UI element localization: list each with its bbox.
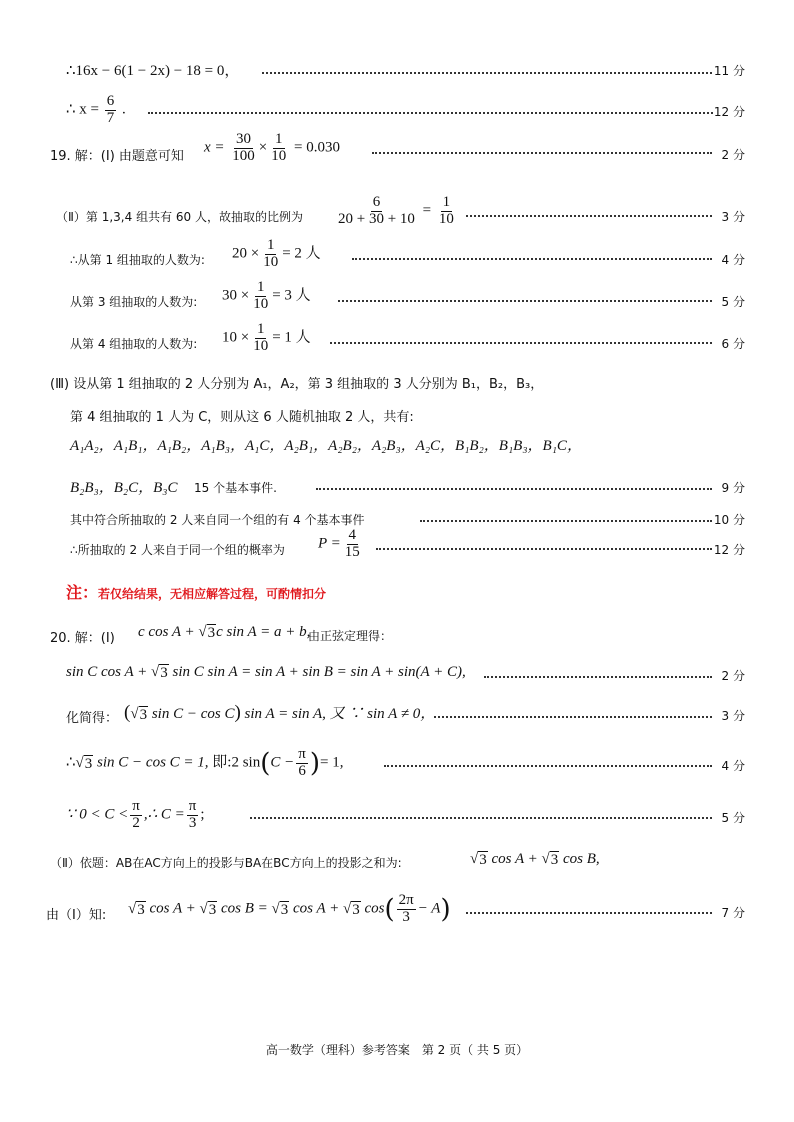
expr-prefix: 10 ×	[222, 329, 250, 346]
denominator: 100	[232, 147, 255, 164]
equation	[334, 195, 458, 228]
expr-mid: ,∴ C =	[143, 806, 185, 823]
equation	[232, 238, 321, 271]
expr-suffix: .	[122, 101, 126, 118]
denominator: 10	[253, 337, 269, 354]
paren-close: )	[234, 702, 241, 723]
score: 5 分	[721, 811, 745, 825]
note-body: 若仅给结果，无相应解答过程，可酌情扣分	[98, 587, 327, 601]
dot-leader	[148, 112, 713, 114]
dot-leader	[372, 152, 712, 154]
expr-b: cos B,	[562, 851, 600, 867]
dot-leader	[466, 912, 712, 914]
expr-prefix: P =	[318, 535, 341, 552]
equation	[470, 851, 600, 869]
equation	[66, 799, 205, 832]
score: 7 分	[721, 906, 745, 920]
expr-variable: x =	[204, 139, 225, 156]
sqrt: √ 3	[130, 706, 148, 723]
q19-event-list: A₁A₂，A₁B₁，A₁B₂，A₁B₃，A₁C，A₂B₁，A₂B₂，A₂B₃，A₂C，B₁B₂，B₁B₃，B₁C，	[70, 438, 582, 454]
equation	[222, 280, 311, 313]
q19-group3	[0, 280, 794, 320]
equation	[318, 528, 364, 561]
fraction	[105, 94, 117, 127]
expr-prefix: 30 ×	[222, 287, 250, 304]
times-sign: ×	[258, 139, 268, 156]
denominator: 7	[106, 109, 115, 126]
fraction	[130, 799, 142, 832]
expr-b: sin C sin A = sin A + sin B = sin A + sin(A + C),	[172, 664, 466, 680]
expr-a: cos A +	[491, 851, 538, 867]
score: 4 分	[721, 759, 745, 773]
fraction	[397, 893, 416, 926]
q20-step5	[0, 797, 794, 839]
question-label: （Ⅱ）依题：AB在AC方向上的投影与BA在BC方向上的投影之和为:	[50, 856, 402, 870]
fraction	[251, 280, 270, 313]
equation	[66, 94, 126, 127]
score: 10 分	[713, 513, 745, 527]
q20-step4	[0, 745, 794, 787]
score: 6 分	[721, 337, 745, 351]
question-label: 19. 解：(Ⅰ) 由题意可知	[50, 149, 184, 164]
sqrt: √ 3	[198, 624, 216, 641]
expr-d: cos	[364, 900, 385, 917]
denominator: 3	[402, 908, 410, 925]
q19-part3-intro: (Ⅲ) 设从第 1 组抽取的 2 人分别为 A₁，A₂，第 3 组抽取的 3 人分别为 B₁，B₂，B₃，	[50, 377, 544, 392]
expr-suffix: = 1 人	[272, 329, 311, 346]
denominator: 2	[132, 814, 140, 831]
score: 5 分	[721, 295, 745, 309]
q20-part2	[0, 848, 794, 878]
equation	[138, 624, 310, 642]
numerator: 1	[256, 321, 265, 337]
event-count: 15 个基本事件.	[194, 481, 277, 495]
dot-leader	[330, 342, 712, 344]
score: 3 分	[721, 210, 745, 224]
text: 由正弦定理得：	[308, 629, 393, 643]
expr-result: = 0.030	[294, 139, 340, 156]
question-label: 20. 解：(Ⅰ)	[50, 631, 115, 646]
dot-leader	[352, 258, 712, 260]
q20-step2	[0, 660, 794, 690]
dot-leader	[420, 520, 712, 522]
denominator: 10	[271, 147, 287, 164]
q19-probability	[0, 528, 794, 568]
numerator: π	[298, 746, 306, 762]
numerator: 2π	[398, 892, 414, 908]
score: 2 分	[721, 669, 745, 683]
equation	[204, 132, 340, 165]
fraction	[336, 195, 417, 228]
numerator: 1	[275, 131, 283, 147]
paren-open: (	[384, 894, 395, 925]
numerator: 1	[256, 279, 265, 295]
denominator: 3	[188, 814, 197, 831]
denominator: 10	[263, 253, 279, 270]
dot-leader	[434, 716, 712, 718]
expr-a: cos A +	[149, 900, 196, 917]
radicand: 3	[479, 852, 487, 868]
question-label: ∴所抽取的 2 人来自于同一个组的概率为	[70, 543, 285, 557]
denominator: 15	[344, 543, 360, 560]
fraction	[261, 238, 280, 271]
q19-part3-line2: 第 4 组抽取的 1 人为 C，则从这 6 人随机抽取 2 人，共有:	[70, 410, 414, 425]
expr-post: ;	[200, 806, 205, 823]
dot-leader	[484, 676, 712, 678]
radicand: 3	[160, 665, 168, 681]
fraction	[187, 799, 199, 832]
question-label: 从第 4 组抽取的人数为:	[70, 337, 198, 351]
denominator: 20 + 30 + 10	[338, 210, 415, 227]
radicand: 3	[139, 707, 148, 723]
page-footer: 高一数学（理科）参考答案 第 2 页（ 共 5 页）	[265, 1043, 529, 1057]
equation	[124, 702, 435, 724]
fraction	[437, 195, 456, 228]
event-list-tail: B₂B₃，B₂C，B₃C	[70, 480, 178, 496]
expr-a: c cos A +	[138, 624, 195, 640]
dot-leader	[262, 72, 712, 74]
sqrt: √ 3	[342, 900, 360, 918]
score: 11 分	[713, 64, 745, 78]
score: 3 分	[721, 709, 745, 723]
sqrt: √ 3	[75, 754, 93, 772]
fraction	[296, 747, 308, 780]
therefore-sign: ∴	[66, 754, 76, 771]
sqrt: √ 3	[541, 851, 559, 868]
fraction	[251, 322, 270, 355]
paren-open: (	[260, 748, 271, 779]
paren-open: (	[124, 702, 131, 723]
q19-group4	[0, 322, 794, 362]
expr-prefix: 20 ×	[232, 245, 260, 262]
q20-step7	[0, 890, 794, 934]
equation	[128, 893, 451, 926]
denominator: 10	[438, 210, 454, 227]
sqrt: √ 3	[271, 900, 289, 918]
denominator: 10	[253, 295, 269, 312]
expr-c: cos A +	[292, 900, 340, 917]
text: 其中符合所抽取的 2 人来自同一个组的有 4 个基本事件	[70, 513, 365, 527]
numerator: 1	[442, 194, 451, 210]
q19-event-list-end	[0, 472, 794, 502]
expr-b: C −	[270, 754, 295, 771]
expr-a: sin C − cos C	[151, 706, 235, 722]
numerator: π	[132, 798, 140, 814]
expr-a: sin C − cos C = 1,	[97, 754, 209, 771]
radicand: 3	[280, 901, 289, 918]
expr-a: sin C cos A +	[66, 664, 148, 680]
paren-close: )	[309, 748, 321, 779]
dot-leader	[466, 215, 712, 217]
q19-part2	[0, 195, 794, 235]
score: 12 分	[713, 105, 745, 119]
fraction	[230, 132, 257, 165]
paren-close: )	[440, 894, 451, 925]
radicand: 3	[550, 852, 559, 868]
fraction	[269, 132, 288, 165]
equation	[66, 664, 466, 682]
q19-group1	[0, 238, 794, 278]
numerator: π	[188, 798, 197, 814]
q20-step3	[0, 700, 794, 730]
note-head: 注：	[66, 583, 99, 602]
expr-b: cos B =	[220, 900, 268, 917]
dot-leader	[384, 765, 712, 767]
radicand: 3	[137, 901, 145, 918]
fraction	[343, 528, 362, 561]
numerator: 1	[266, 237, 275, 253]
q20-part1	[0, 620, 794, 650]
dot-leader	[316, 488, 712, 490]
radicand: 3	[208, 901, 217, 918]
expr-suffix: = 2 人	[282, 245, 321, 262]
numerator: 4	[348, 527, 357, 543]
denominator: 6	[298, 762, 306, 779]
radicand: 3	[84, 755, 93, 772]
sqrt: √ 3	[151, 664, 168, 681]
numerator: 30	[236, 131, 252, 147]
question-label: （Ⅱ）第 1,3,4 组共有 60 人，故抽取的比例为	[56, 210, 303, 224]
q19-part1	[0, 132, 794, 172]
expr-b: sin A = sin A, 又 ∵ sin A ≠ 0，	[244, 706, 436, 722]
equation: ∴16x − 6(1 − 2x) − 18 = 0，	[66, 63, 240, 79]
score: 2 分	[721, 148, 745, 162]
expr-e: − A	[417, 900, 441, 917]
radicand: 3	[207, 625, 216, 641]
answer-line-11	[0, 54, 794, 84]
score: 4 分	[721, 253, 745, 267]
score: 9 分	[721, 481, 745, 495]
sqrt: √ 3	[199, 900, 217, 918]
expr-mid: 即:2 sin	[212, 754, 261, 771]
expr-post: = 1,	[320, 754, 344, 771]
question-label: 从第 3 组抽取的人数为:	[70, 295, 198, 309]
question-label: ∴从第 1 组抽取的人数为:	[70, 253, 205, 267]
text: 化简得：	[66, 711, 119, 726]
equals-sign: =	[422, 202, 432, 219]
expr-prefix: ∴ x =	[66, 101, 100, 118]
numerator: 6	[106, 93, 115, 109]
expr-prefix: ∵ 0 < C <	[66, 806, 129, 823]
dot-leader	[376, 548, 712, 550]
answer-line-12	[0, 94, 794, 134]
expr-b: c sin A = a + b,	[216, 624, 311, 640]
sqrt: √ 3	[470, 851, 487, 868]
sqrt: √ 3	[128, 900, 145, 918]
dot-leader	[338, 300, 712, 302]
expr-suffix: = 3 人	[272, 287, 311, 304]
score: 12 分	[713, 543, 745, 557]
numerator: 6	[372, 194, 381, 210]
equation	[222, 322, 311, 355]
radicand: 3	[352, 901, 360, 918]
dot-leader	[250, 817, 712, 819]
grading-note	[66, 580, 326, 603]
equation	[66, 747, 343, 780]
question-label: 由（Ⅰ）知:	[46, 908, 107, 923]
